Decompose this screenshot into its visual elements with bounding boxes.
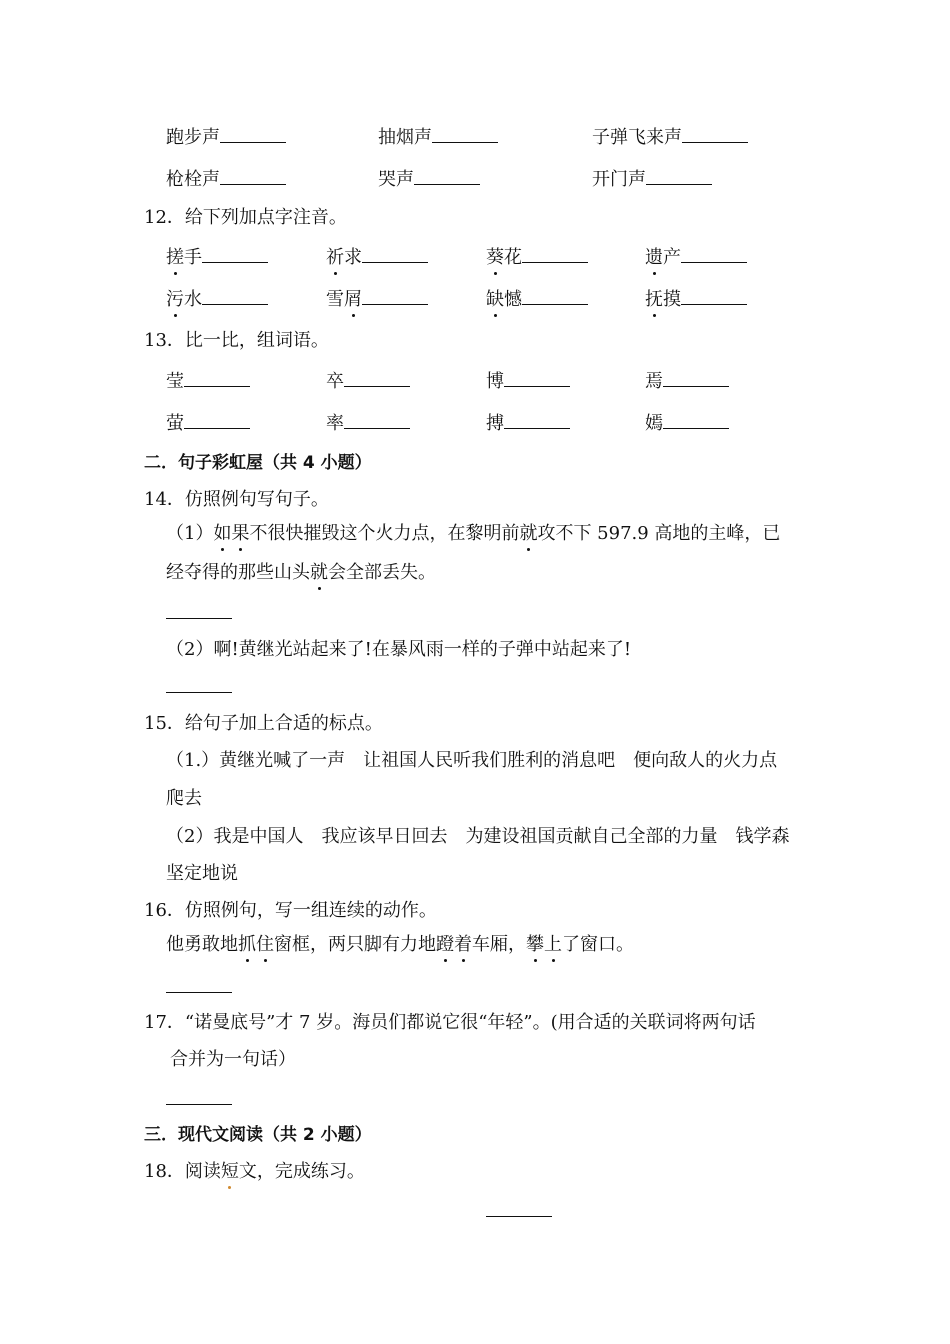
q15-sentence-2: （2）我是中国人 我应该早日回去 为建设祖国贡献自己全部的力量 钱学森 <box>166 826 790 847</box>
compare-item: 卒 <box>326 370 410 393</box>
answer-blank[interactable] <box>681 246 747 263</box>
q14-sentence-1-cont: 经夺得的那些山头就会全部丢失。 <box>166 562 436 583</box>
question-15-title: 15．给句子加上合适的标点。 <box>144 713 383 734</box>
q15-sentence-1: （1.）黄继光喊了一声 让祖国人民听我们胜利的消息吧 便向敌人的火力点 <box>166 750 778 771</box>
answer-blank[interactable] <box>202 246 268 263</box>
sound-item: 子弹飞来声 <box>592 126 748 149</box>
compare-item: 博 <box>486 370 570 393</box>
q15-sentence-2-cont: 坚定地说 <box>166 863 238 884</box>
question-18-title: 18．阅读短文，完成练习。 <box>144 1161 365 1182</box>
question-12-title: 12．给下列加点字注音。 <box>144 207 347 228</box>
answer-blank[interactable] <box>166 1103 232 1105</box>
question-13-title: 13．比一比，组词语。 <box>144 330 329 351</box>
pinyin-item: 抚摸 <box>645 288 747 311</box>
answer-blank[interactable] <box>486 1215 552 1217</box>
answer-blank[interactable] <box>220 168 286 185</box>
pinyin-item: 缺憾 <box>486 288 588 311</box>
answer-blank[interactable] <box>646 168 712 185</box>
pinyin-item: 雪屑 <box>326 288 428 311</box>
answer-blank[interactable] <box>362 288 428 305</box>
question-17-line2: 合并为一句话） <box>170 1049 296 1070</box>
answer-blank[interactable] <box>344 370 410 387</box>
sound-item: 枪栓声 <box>166 168 286 191</box>
pinyin-item: 遗产 <box>645 246 747 269</box>
q15-sentence-1-cont: 爬去 <box>166 788 202 809</box>
answer-blank[interactable] <box>504 370 570 387</box>
question-16-title: 16．仿照例句，写一组连续的动作。 <box>144 900 437 921</box>
answer-blank[interactable] <box>220 126 286 143</box>
sound-item: 开门声 <box>592 168 712 191</box>
answer-blank[interactable] <box>682 126 748 143</box>
answer-blank[interactable] <box>202 288 268 305</box>
answer-blank[interactable] <box>663 370 729 387</box>
answer-blank[interactable] <box>166 991 232 993</box>
answer-blank[interactable] <box>362 246 428 263</box>
sound-item: 哭声 <box>378 168 480 191</box>
answer-blank[interactable] <box>414 168 480 185</box>
answer-blank[interactable] <box>681 288 747 305</box>
compare-item: 莹 <box>166 370 250 393</box>
compare-item: 嫣 <box>645 412 729 435</box>
compare-item: 搏 <box>486 412 570 435</box>
q14-sentence-1: （1）如果不很快摧毁这个火力点，在黎明前就攻不下 597.9 高地的主峰，已 <box>166 523 781 544</box>
pinyin-item: 搓手 <box>166 246 268 269</box>
sound-item: 跑步声 <box>166 126 286 149</box>
sound-item: 抽烟声 <box>378 126 498 149</box>
q14-sentence-2: （2）啊!黄继光站起来了!在暴风雨一样的子弹中站起来了! <box>166 639 632 660</box>
answer-blank[interactable] <box>184 370 250 387</box>
question-17-line1: 17．“诺曼底号”才 7 岁。海员们都说它很“年轻”。(用合适的关联词将两句话 <box>144 1012 756 1033</box>
answer-blank[interactable] <box>166 617 232 619</box>
answer-blank[interactable] <box>166 691 232 693</box>
pinyin-item: 葵花 <box>486 246 588 269</box>
compare-item: 率 <box>326 412 410 435</box>
section-heading: 三．现代文阅读（共 2 小题） <box>144 1125 372 1145</box>
answer-blank[interactable] <box>344 412 410 429</box>
answer-blank[interactable] <box>504 412 570 429</box>
section-heading: 二．句子彩虹屋（共 4 小题） <box>144 453 372 473</box>
answer-blank[interactable] <box>663 412 729 429</box>
q16-example: 他勇敢地抓住窗框，两只脚有力地蹬着车厢，攀上了窗口。 <box>166 934 634 955</box>
answer-blank[interactable] <box>522 246 588 263</box>
question-14-title: 14．仿照例句写句子。 <box>144 489 329 510</box>
pinyin-item: 污水 <box>166 288 268 311</box>
compare-item: 萤 <box>166 412 250 435</box>
compare-item: 焉 <box>645 370 729 393</box>
answer-blank[interactable] <box>522 288 588 305</box>
answer-blank[interactable] <box>432 126 498 143</box>
answer-blank[interactable] <box>184 412 250 429</box>
pinyin-item: 祈求 <box>326 246 428 269</box>
